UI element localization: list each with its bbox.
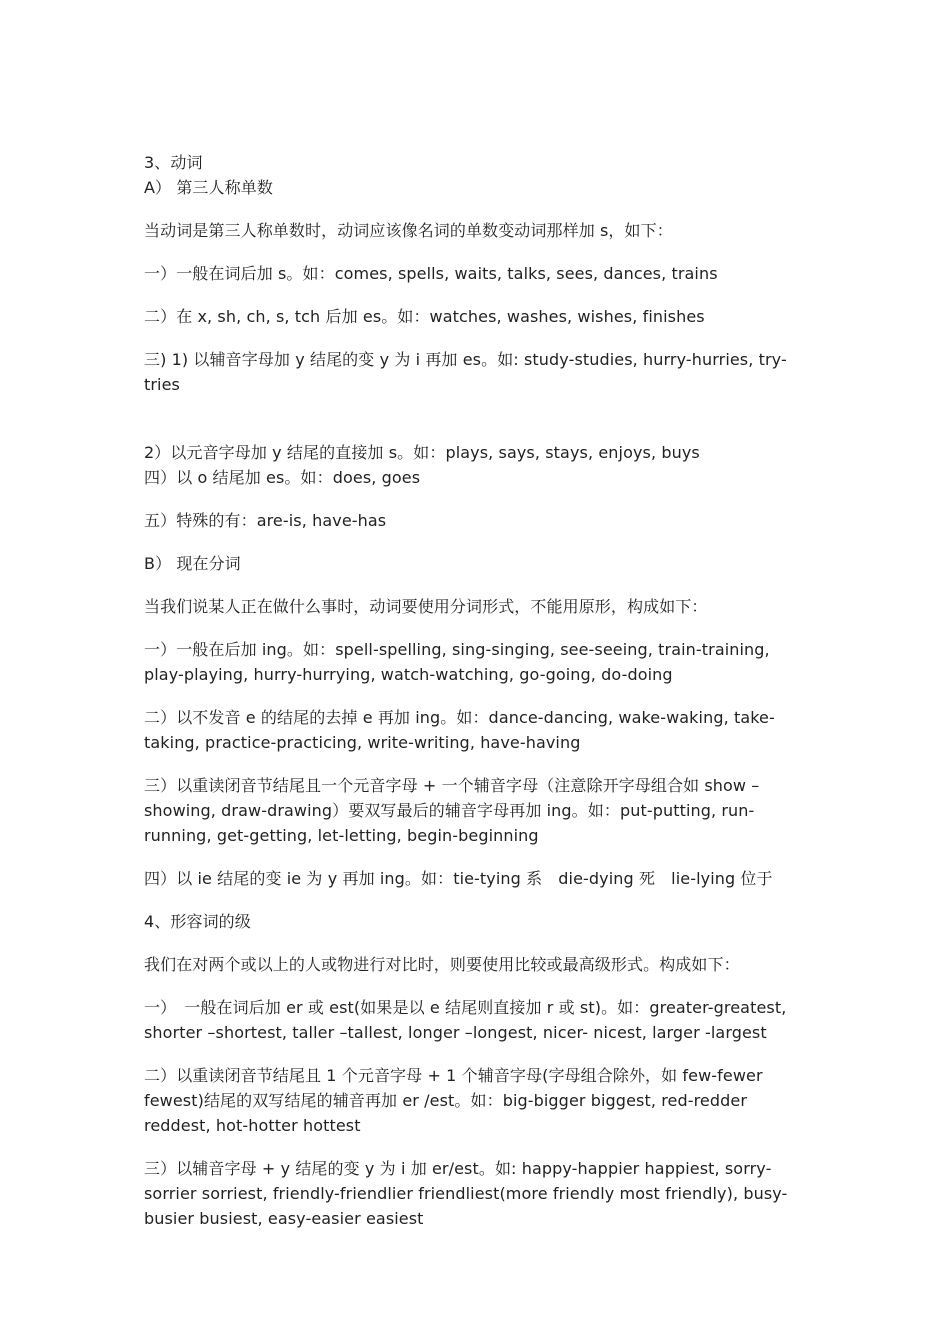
subsection-heading-third-person: A） 第三人称单数 [144, 178, 273, 197]
paragraph: 二）在 x, sh, ch, s, tch 后加 es。如：watches, washes, wishes, finishes [144, 307, 705, 326]
paragraph: 四）以 o 结尾加 es。如：does, goes [144, 468, 421, 487]
paragraph: 三) 1) 以辅音字母加 y 结尾的变 y 为 i 再加 es。如: study-studies, hurry-hurries, try-tries [144, 350, 787, 394]
subsection-heading-present-participle: B） 现在分词 [144, 554, 241, 573]
paragraph: 一）一般在后加 ing。如：spell-spelling, sing-singing, see-seeing, train-training, play-playing, hurry-hurrying, watch-watching, go-going, do-doing [144, 640, 770, 684]
paragraph: 一） 一般在词后加 er 或 est(如果是以 e 结尾则直接加 r 或 st)。如：greater-greatest, shorter –shortest, taller –tallest, longer –longest, nicer- nicest, larger -largest [144, 998, 787, 1042]
paragraph: 五）特殊的有：are-is, have-has [144, 511, 387, 530]
paragraph: 当我们说某人正在做什么事时，动词要使用分词形式，不能用原形，构成如下： [144, 597, 708, 616]
paragraph: 2）以元音字母加 y 结尾的直接加 s。如：plays, says, stays, enjoys, buys [144, 443, 700, 462]
paragraph: 我们在对两个或以上的人或物进行对比时，则要使用比较或最高级形式。构成如下： [144, 955, 740, 974]
paragraph: 当动词是第三人称单数时，动词应该像名词的单数变动词那样加 s，如下： [144, 221, 673, 240]
section-heading-verbs: 3、动词 [144, 153, 203, 172]
paragraph: 一）一般在词后加 s。如：comes, spells, waits, talks, sees, dances, trains [144, 264, 718, 283]
paragraph: 三）以辅音字母 + y 结尾的变 y 为 i 加 er/est。如: happy-happier happiest, sorry-sorrier sorriest, friendly-friendlier friendliest(more friendly most friendly), busy-busier busiest, easy-easier easiest [144, 1159, 788, 1228]
paragraph: 二）以重读闭音节结尾且 1 个元音字母 + 1 个辅音字母(字母组合除外，如 few-fewer fewest)结尾的双写结尾的辅音再加 er /est。如：big-bigger biggest, red-redder reddest, hot-hotter hottest [144, 1066, 763, 1135]
section-heading-adjectives: 4、形容词的级 [144, 912, 251, 931]
document-page [144, 150, 814, 1231]
paragraph: 三）以重读闭音节结尾且一个元音字母 + 一个辅音字母（注意除开字母组合如 show – showing, draw-drawing）要双写最后的辅音字母再加 ing。如：put-putting, run-running, get-getting, let-letting, begin-beginning [144, 776, 760, 845]
paragraph: 二）以不发音 e 的结尾的去掉 e 再加 ing。如：dance-dancing, wake-waking, take-taking, practice-practicing, write-writing, have-having [144, 708, 775, 752]
paragraph: 四）以 ie 结尾的变 ie 为 y 再加 ing。如：tie-tying 系 die-dying 死 lie-lying 位于 [144, 869, 773, 888]
